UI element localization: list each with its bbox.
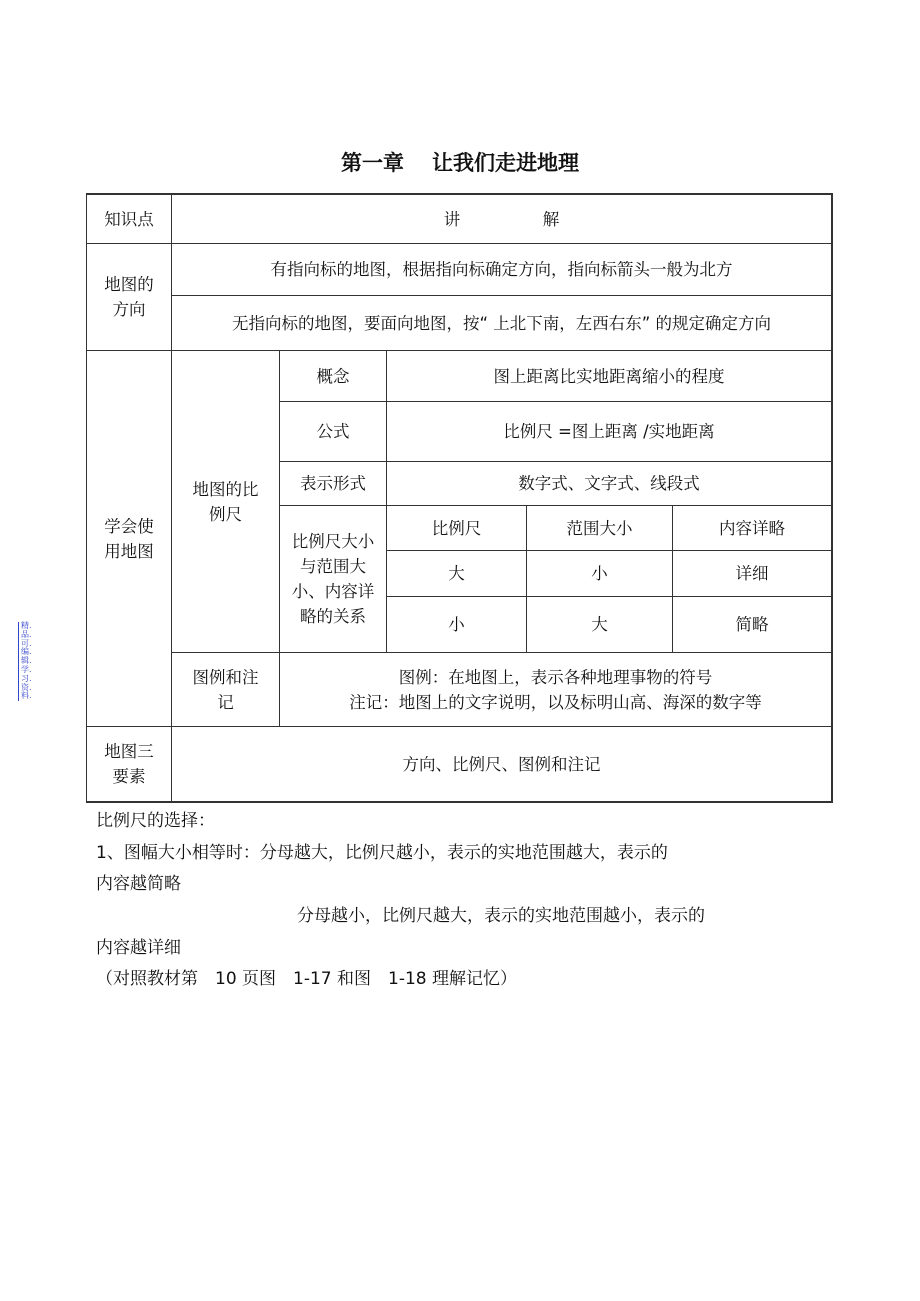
relation-label: 比例尺大小与范围大小、内容详略的关系 [279,505,387,653]
concept-value: 图上距离比实地距离缩小的程度 [386,350,832,402]
header-knowledge-point: 知识点 [86,194,172,244]
relation-header: 比例尺 [386,505,527,551]
chapter-title: 第一章 让我们走进地理 [341,151,579,175]
notes-line: 内容越详细 [96,938,181,958]
direction-label: 地图的方向 [86,243,172,351]
relation-cell: 小 [526,550,673,597]
use-map-label: 学会使用地图 [86,350,172,727]
legend-line: 图例：在地图上，表示各种地理事物的符号 [398,667,713,687]
relation-cell: 简略 [672,596,832,653]
direction-row-1: 有指向标的地图，根据指向标确定方向，指向标箭头一般为北方 [171,243,832,296]
side-watermark: 精. 品. 可. 编. 辑. 学. 习. 资. 料. [18,622,35,701]
legend-label: 图例和注记 [171,652,280,727]
annotation-line: 注记：地图上的文字说明，以及标明山高、海深的数字等 [349,692,762,712]
relation-cell: 大 [386,550,527,597]
legend-value [279,652,832,727]
relation-cell: 小 [386,596,527,653]
notes-line: 分母越小，比例尺越大，表示的实地范围越小，表示的 [297,906,705,926]
forms-value: 数字式、文字式、线段式 [386,461,832,506]
relation-header: 内容详略 [672,505,832,551]
header-explanation: 讲 解 [171,194,832,244]
forms-label: 表示形式 [279,461,387,506]
elements-value: 方向、比例尺、图例和注记 [171,726,832,802]
formula-value: 比例尺 =图上距离 /实地距离 [386,401,832,462]
relation-cell: 大 [526,596,673,653]
notes-reference: （对照教材第 10 页图 1-17 和图 1-18 理解记忆） [96,969,518,989]
elements-label: 地图三要素 [86,726,172,802]
notes-line: 1、图幅大小相等时：分母越大，比例尺越小，表示的实地范围越大，表示的 [96,843,668,863]
relation-cell: 详细 [672,550,832,597]
notes-line: 内容越简略 [96,874,181,894]
concept-label: 概念 [279,350,387,402]
direction-row-2: 无指向标的地图，要面向地图，按“ 上北下南，左西右东” 的规定确定方向 [171,295,832,351]
notes-heading: 比例尺的选择： [96,811,215,831]
scale-label: 地图的比例尺 [171,350,280,653]
relation-header: 范围大小 [526,505,673,551]
formula-label: 公式 [279,401,387,462]
